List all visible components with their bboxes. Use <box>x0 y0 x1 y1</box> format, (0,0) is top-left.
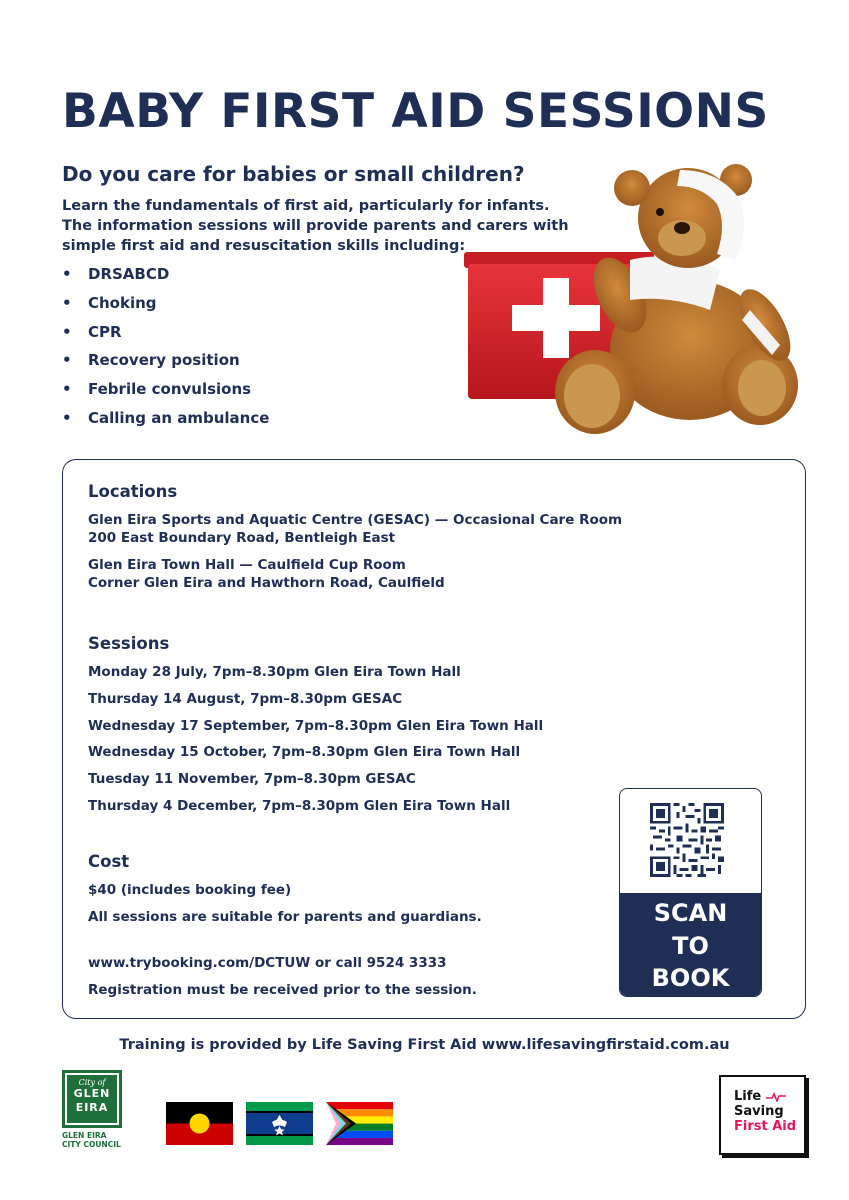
list-item <box>62 264 269 293</box>
skill-label: Choking <box>88 293 157 312</box>
skill-label: Calling an ambulance <box>88 408 270 427</box>
sessions-heading: Sessions <box>88 634 170 653</box>
scan-to-book-label <box>620 893 761 996</box>
page-title: BABY FIRST AID SESSIONS <box>62 84 769 139</box>
logo-council-line-1: GLEN EIRA <box>62 1131 107 1140</box>
venue-2-name: Glen Eira Town Hall — Caulfield Cup Room <box>88 557 406 573</box>
scan-line-2: TO <box>672 931 709 960</box>
session-item: Tuesday 11 November, 7pm–8.30pm GESAC <box>88 771 416 787</box>
aboriginal-flag-icon <box>166 1102 233 1145</box>
info-box <box>62 459 806 1019</box>
intro-line-1: Learn the fundamentals of first aid, particularly for infants. <box>62 198 550 214</box>
cost-heading: Cost <box>88 852 130 871</box>
heartbeat-icon <box>766 1092 786 1102</box>
torres-strait-islander-flag-icon <box>246 1102 313 1145</box>
session-item: Wednesday 17 September, 7pm–8.30pm Glen Eira Town Hall <box>88 718 544 734</box>
logo-eira: EIRA <box>75 1101 109 1114</box>
venue-1-name: Glen Eira Sports and Aquatic Centre (GESAC) — Occasional Care Room <box>88 512 623 528</box>
list-item <box>62 322 269 351</box>
registration-note: Registration must be received prior to the session. <box>88 982 477 998</box>
session-item: Monday 28 July, 7pm–8.30pm Glen Eira Town Hall <box>88 664 461 680</box>
venue-2-address: Corner Glen Eira and Hawthorn Road, Caulfield <box>88 575 445 591</box>
glen-eira-council-logo <box>62 1070 122 1154</box>
life-saving-first-aid-logo <box>719 1075 806 1155</box>
bullet-icon: • <box>62 322 72 341</box>
logo-glen: GLEN <box>73 1087 111 1100</box>
lsfa-saving: Saving <box>734 1104 784 1119</box>
bullet-icon: • <box>62 408 72 427</box>
cost-price: $40 (includes booking fee) <box>88 882 292 898</box>
session-item: Wednesday 15 October, 7pm–8.30pm Glen Eira Town Hall <box>88 744 521 760</box>
bullet-icon: • <box>62 351 72 370</box>
intro-line-2: The information sessions will provide parents and carers with simple first aid and resuscitation skills including: <box>62 218 569 254</box>
session-item: Thursday 4 December, 7pm–8.30pm Glen Eira Town Hall <box>88 798 511 814</box>
list-item <box>62 379 269 408</box>
qr-booking-card[interactable] <box>619 788 762 997</box>
list-item <box>62 350 269 379</box>
bullet-icon: • <box>62 293 72 312</box>
skill-label: Recovery position <box>88 351 240 370</box>
lsfa-life-text: Life <box>734 1089 762 1104</box>
glen-eira-logo-inner <box>67 1075 117 1123</box>
skill-label: Febrile convulsions <box>88 380 252 399</box>
locations-heading: Locations <box>88 482 178 501</box>
training-provider-text: Training is provided by Life Saving First Aid www.lifesavingfirstaid.com.au <box>119 1037 730 1053</box>
scan-line-3: BOOK <box>651 964 730 992</box>
skill-label: CPR <box>88 322 122 341</box>
lsfa-first-aid: First Aid <box>734 1119 797 1134</box>
session-item: Thursday 14 August, 7pm–8.30pm GESAC <box>88 691 403 707</box>
progress-pride-flag-icon <box>326 1102 393 1145</box>
venue-1-address: 200 East Boundary Road, Bentleigh East <box>88 530 396 546</box>
list-item <box>62 293 269 322</box>
qr-code-icon <box>650 803 724 877</box>
skills-list <box>62 264 269 437</box>
teddy-bear-first-aid-kit-illustration <box>460 160 805 445</box>
lsfa-life <box>734 1089 804 1104</box>
logo-city-of: City of <box>78 1078 106 1087</box>
page-subtitle: Do you care for babies or small children? <box>62 162 525 186</box>
bullet-icon: • <box>62 380 72 399</box>
glen-eira-logo-box <box>62 1070 122 1128</box>
skill-label: DRSABCD <box>88 265 170 283</box>
logo-council-line-2: CITY COUNCIL <box>62 1140 121 1149</box>
scan-line-1: SCAN <box>653 899 728 927</box>
bullet-icon: • <box>62 265 72 283</box>
cost-suitability: All sessions are suitable for parents and guardians. <box>88 909 482 925</box>
list-item <box>62 408 269 437</box>
booking-contact[interactable]: www.trybooking.com/DCTUW or call 9524 3333 <box>88 955 447 971</box>
